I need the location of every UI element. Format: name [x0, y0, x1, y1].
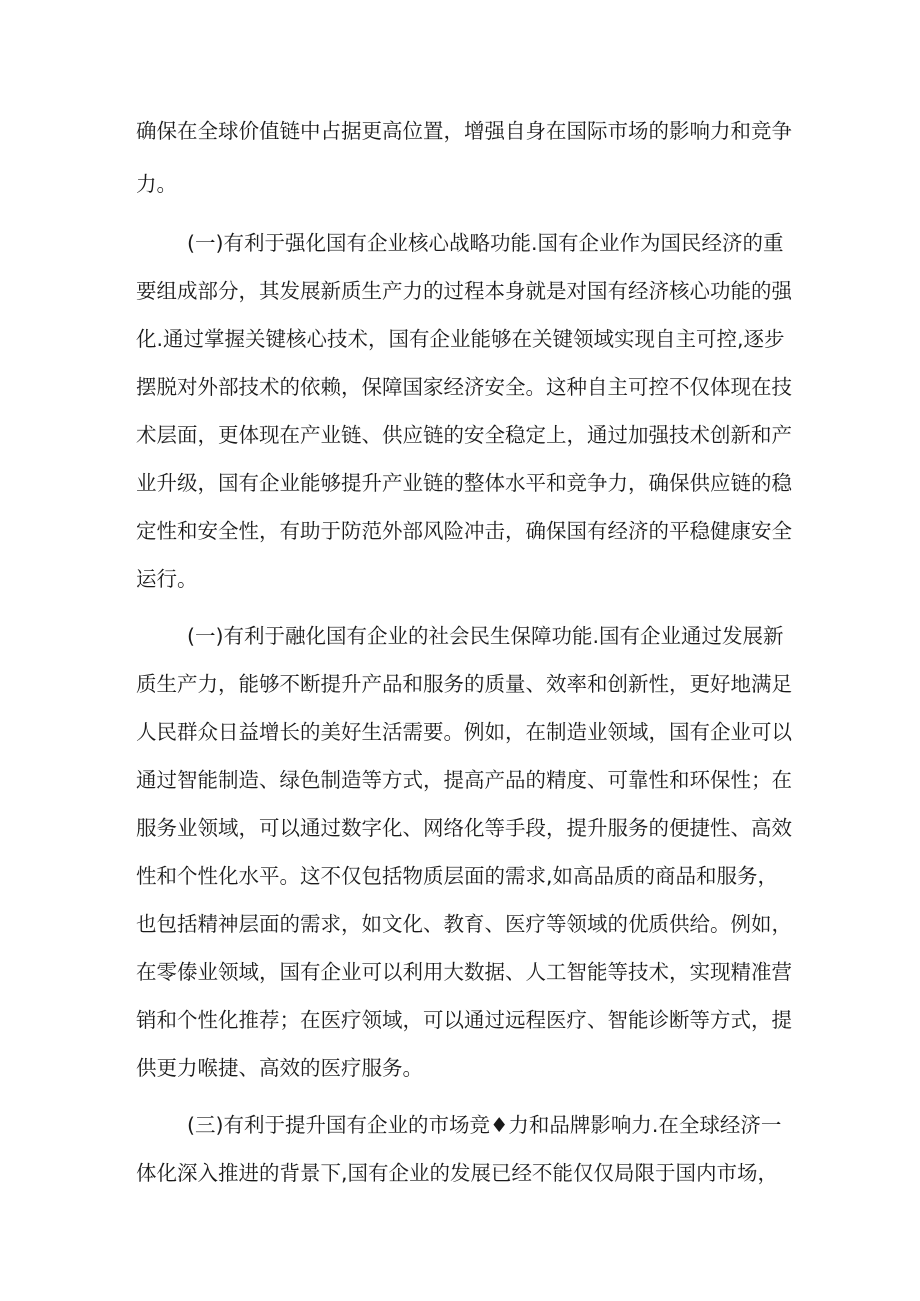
text-line: 通过智能制造、绿色制造等方式，提高产品的精度、可靠性和环保性；在: [136, 768, 792, 792]
text-line: 质生产力，能够不断提升产品和服务的质量、效率和创新性，更好地满足: [136, 672, 792, 696]
paragraph-heading: (三)有利于提升国有企业的市场竞♦力和品牌影响力.在全球经济一: [187, 1113, 782, 1137]
text-line: 销和个性化推荐；在医疗领域，可以通过远程医疗、智能诊断等方式，提: [136, 1008, 792, 1032]
text-line: 摆脱对外部技术的依赖，保障国家经济安全。这种自主可控不仅体现在技: [136, 375, 792, 399]
text-line: 运行。: [136, 567, 198, 591]
text-line: 服务业领域，可以通过数字化、网络化等手段，提升服务的便捷性、高效: [136, 816, 792, 840]
text-line: 也包括精神层面的需求，如文化、教育、医疗等领域的优质供给。例如，: [136, 912, 792, 936]
text-line: 要组成部分，其发展新质生产力的过程本身就是对国有经济核心功能的强: [136, 279, 792, 303]
text-line: 确保在全球价值链中占据更高位置，增强自身在国际市场的影响力和竞争: [136, 119, 792, 143]
text-line: 人民群众日益增长的美好生活需要。例如，在制造业领域，国有企业可以: [136, 720, 792, 744]
text-line: 术层面，更体现在产业链、供应链的安全稳定上，通过加强技术创新和产: [136, 423, 792, 447]
text-line: 力。: [136, 172, 177, 196]
text-line: 在零傣业领域，国有企业可以利用大数据、人工智能等技术，实现精准营: [136, 960, 792, 984]
paragraph-heading: (一)有利于强化国有企业核心战略功能.国有企业作为国民经济的重: [187, 231, 784, 255]
text-line: 业升级，国有企业能够提升产业链的整体水平和竞争力，确保供应链的稳: [136, 471, 792, 495]
text-line: 化.通过掌握关键核心技术，国有企业能够在关键领域实现自主可控,逐步: [136, 327, 785, 351]
text-line: 体化深入推进的背景下,国有企业的发展已经不能仅仅局限于国内市场，: [136, 1161, 779, 1185]
paragraph-heading: (一)有利于融化国有企业的社会民生保障功能.国有企业通过发展新: [187, 624, 784, 648]
text-line: 供更力喉捷、高效的医疗服务。: [136, 1056, 423, 1080]
text-line: 性和个性化水平。这不仅包括物质层面的需求,如高品质的商品和服务，: [136, 864, 779, 888]
text-line: 定性和安全性，有助于防范外部风险冲击，确保国有经济的平稳健康安全: [136, 519, 792, 543]
